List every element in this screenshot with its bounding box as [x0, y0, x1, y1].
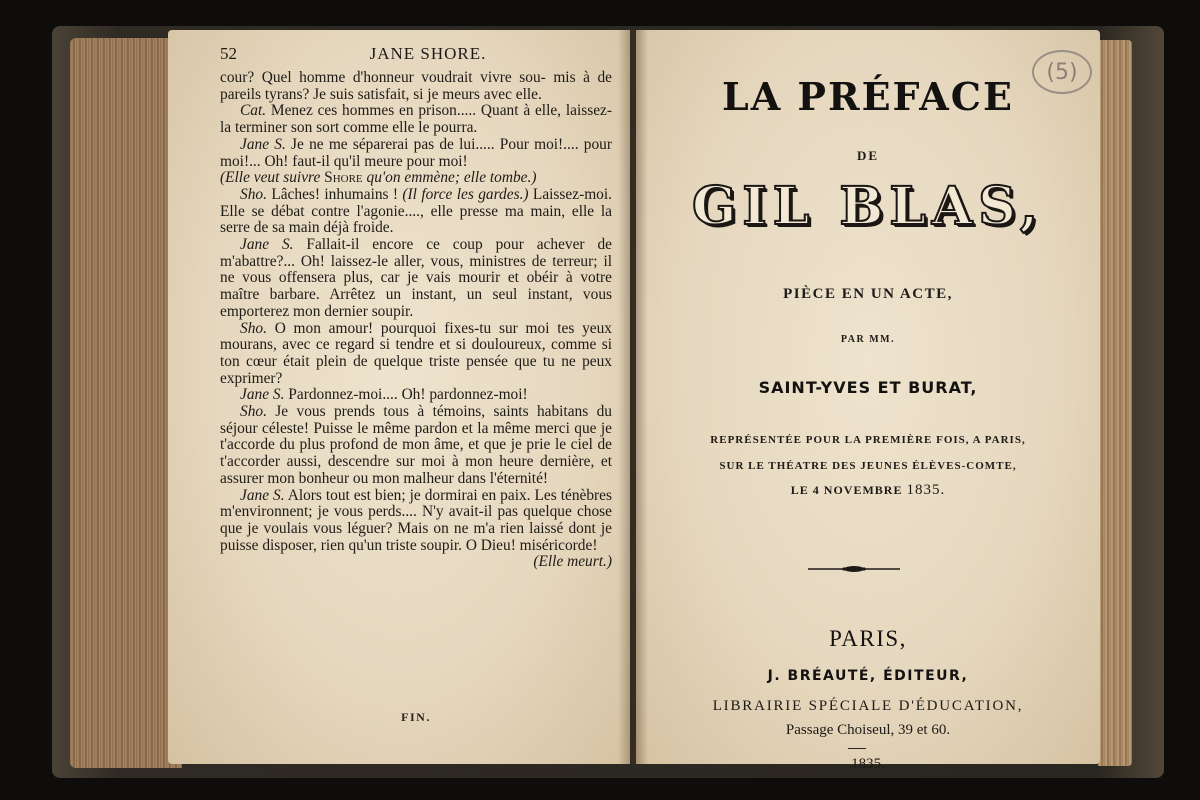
left-page [168, 30, 630, 764]
speech-cat: Cat. Menez ces hommes en prison..... Quant à elle, laissez-la terminer son sort comme elle le pourra. [220, 102, 612, 137]
subtitle: PIÈCE EN UN ACTE, [783, 286, 953, 302]
title-line-1: LA PRÉFACE [722, 74, 1014, 119]
speaker-name: Cat. [240, 102, 267, 120]
imprint-publisher: J. BRÉAUTÉ, ÉDITEUR, [767, 668, 969, 684]
speaker-name: Jane S. [240, 486, 285, 504]
performance-line-1: REPRÉSENTÉE POUR LA PREMIÈRE FOIS, A PARIS, [710, 434, 1026, 446]
page-edges-left [70, 38, 182, 768]
shelfmark-annotation: (5) [1032, 50, 1092, 94]
speaker-name: Sho. [240, 185, 267, 203]
par-label: PAR MM. [840, 334, 896, 345]
stage-direction: (Elle meurt.) [533, 553, 612, 571]
speaker-name: Jane S. [240, 386, 285, 404]
speaker-name: Sho. [240, 403, 267, 421]
ornament-divider [806, 564, 902, 574]
speaker-name: Jane S. [240, 236, 294, 254]
running-head [220, 44, 612, 66]
imprint-place: PARIS, [829, 626, 907, 651]
performance-line-2: SUR LE THÉATRE DES JEUNES ÉLÈVES-COMTE, [719, 460, 1017, 472]
running-title: JANE SHORE. [369, 44, 487, 63]
speech-sho: Sho. Je vous prends tous à témoins, saints habitans du séjour céleste! Puisse le même pardon et la même merci que je t'accorde du plus profond de mon âme, et que je prie le ciel de t'accorder aussi, descendre sur moi à mon heure dernière, et assurer mon bonheur ou mon malheur dans l'éternité! [220, 403, 612, 487]
speaker-name: Sho. [240, 319, 267, 337]
text-line: cour? Quel homme d'honneur voudrait vivre sou- mis à de pareils tyrans? Je suis satisfait, si je meurs avec elle. [220, 69, 612, 103]
book-gutter [618, 30, 648, 764]
stage-direction: (Elle veut suivre Shore qu'on emmène; elle tombe.) [220, 169, 537, 187]
title-page [636, 30, 1100, 772]
speaker-name: Jane S. [240, 135, 286, 153]
fin-label: FIN. [401, 710, 431, 724]
page-edges-right [1098, 40, 1132, 766]
speech-jane: Jane S. Je ne me séparerai pas de lui..... Pour moi!.... pour moi!... Oh! faut-il qu'il meure pour moi! [220, 135, 612, 170]
speech-sho: Sho. Lâches! inhumains ! (Il force les gardes.) Laissez-moi. Elle se débat contre l'agonie...., elle presse ma main, elle la serre de sa main déjà froide. [220, 185, 612, 237]
speech-jane: Jane S. Pardonnez-moi.... Oh! pardonnez-moi! [240, 386, 528, 404]
speech-jane: Jane S. Fallait-il encore ce coup pour achever de m'abattre?... Oh! laissez-le aller, vous, ministres de terreur; il ne vous offensera plus, car je vais mourir et obéir à votre maître barbare. Arrêtez un instant, un seul instant, vous emporterez mon dernier soupir. [220, 236, 612, 320]
rule-divider [848, 748, 866, 749]
title-line-2: GIL BLAS, [691, 176, 1045, 237]
performance-date: LE 4 NOVEMBRE 1835. [790, 482, 946, 498]
imprint-librairie: LIBRAIRIE SPÉCIALE D'ÉDUCATION, [712, 698, 1024, 714]
imprint-address: Passage Choiseul, 39 et 60. [785, 722, 951, 738]
play-text [220, 70, 612, 571]
page-number: 52 [220, 44, 237, 63]
title-de: DE [856, 148, 880, 163]
authors: SAINT-YVES ET BURAT, [758, 378, 978, 397]
speech-jane: Jane S. Alors tout est bien; je dormirai en paix. Les ténèbres m'environnent; je vous perds.... N'y avait-il pas quelque chose que je voulais vous léguer? Mais on ne m'a rien laissé dont je puisse disposer, rien qu'un triste soupir. O Dieu! miséricorde! [220, 486, 612, 554]
imprint-year: 1835. [851, 756, 885, 772]
speech-sho: Sho. O mon amour! pourquoi fixes-tu sur moi tes yeux mourans, avec ce regard si tendre et si douloureux, comme si ton cœur était plein de quelque triste pensée que tu ne peux exprimer? [220, 319, 612, 387]
